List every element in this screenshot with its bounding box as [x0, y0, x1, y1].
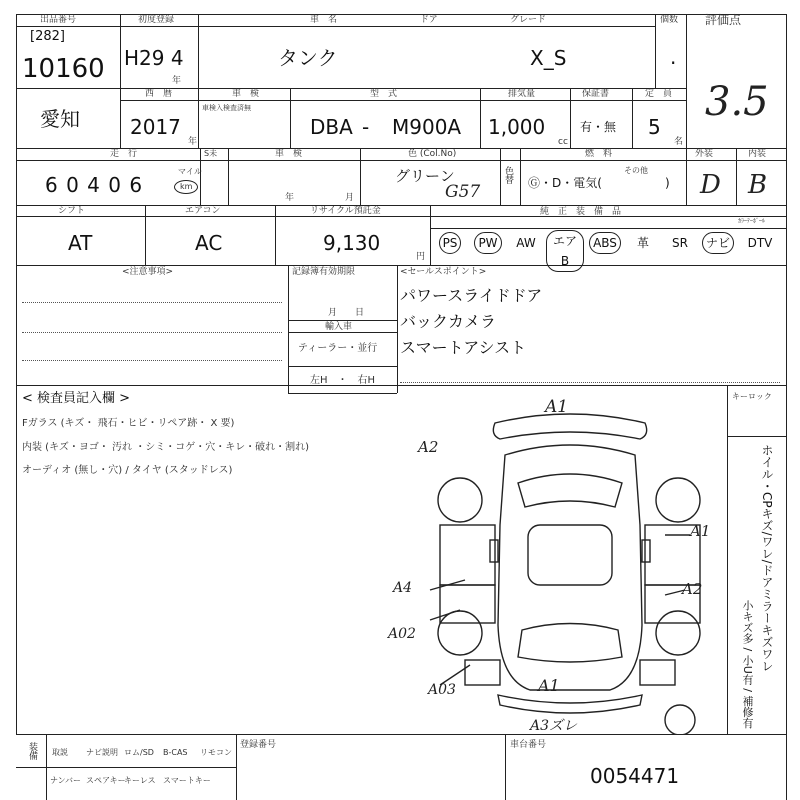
year-unit: 年 — [172, 76, 182, 86]
grade-label: グレード — [510, 15, 547, 25]
recycle-fee: 9,130 — [323, 231, 381, 255]
capacity-unit: 名 — [674, 137, 684, 147]
border-right — [786, 14, 787, 800]
color-label: 色 (Col.No) — [408, 149, 457, 159]
left-front-door — [440, 525, 495, 585]
year-label: 西 暦 — [145, 89, 173, 99]
car-name: タンク — [278, 46, 338, 70]
rear-bumper — [498, 695, 642, 713]
displacement-unit: cc — [558, 137, 568, 147]
spare-circle — [665, 705, 695, 735]
equipment-item — [626, 230, 660, 256]
footer-spare-key: スペアキー — [86, 776, 126, 785]
interior-label: 内装 — [748, 149, 767, 159]
ac-label: エアコン — [185, 206, 221, 216]
dealer-label: ティーラー・並行 — [298, 343, 378, 354]
recycle-label: リサイクル預託金 — [310, 206, 381, 216]
vertical-note-2: 小キズ多 / 小U有 / 補修有 — [741, 600, 754, 729]
inspector-line-3: オーディオ (無し・穴) / タイヤ (スタッドレス) — [22, 465, 233, 476]
fuel-label: 燃 料 — [585, 149, 613, 159]
record-label: 記録簿有効期限 — [292, 267, 356, 277]
left-rear-door — [440, 585, 495, 623]
year-suffix: 年 — [188, 137, 198, 147]
equipment-item — [470, 230, 506, 256]
keyless-label: ｶﾗｰﾃｰﾎﾞｰﾙ — [738, 218, 766, 225]
equipment-item — [586, 230, 624, 256]
inspector-line-1: Fガラス (キズ・ 飛石・ヒビ・リペア跡・ X 要) — [22, 418, 235, 429]
grade: X_S — [530, 46, 567, 70]
extra-label: 個数 — [660, 15, 679, 25]
damage-mark-rear-left: A03 — [428, 682, 456, 698]
right-mirror — [642, 540, 650, 562]
equipment-item — [700, 230, 736, 256]
windshield — [518, 474, 622, 507]
mileage-unit-km: km — [180, 182, 193, 191]
fuel-close: ) — [665, 176, 670, 190]
footer-record-label: 登録番号 — [240, 740, 277, 750]
footer-smart-key: スマートキー — [163, 776, 211, 785]
rear-right-wheel — [656, 611, 700, 655]
rear-window — [518, 624, 622, 663]
left-mirror — [490, 540, 498, 562]
equipment-label: 純 正 装 備 品 — [540, 207, 622, 217]
damage-mark-rear-bumper: A3ズレ — [530, 718, 578, 734]
equipment-item-label: 革 — [636, 236, 649, 250]
sales-point-1: パワースライドドア — [400, 286, 543, 305]
equipment-item — [432, 230, 468, 256]
steering-label: 左H ・ 右H — [310, 375, 376, 386]
expiry-label: 車 検 — [275, 149, 303, 159]
equipment-item — [508, 230, 544, 256]
record-month-day: 月 日 — [328, 308, 365, 318]
displacement: 1,000 — [488, 115, 546, 139]
mileage-unit-mile: マイル — [178, 167, 202, 176]
right-rear-panel — [640, 660, 675, 685]
score: 3.5 — [705, 79, 769, 125]
equipment-item-label: ABS — [589, 232, 621, 254]
door-label: ドア — [420, 15, 438, 25]
footer-bcas: B-CAS — [163, 748, 188, 757]
meter-label: S未 — [204, 149, 218, 158]
footer-manual: 取説 — [52, 748, 68, 757]
notes-bottom — [16, 385, 786, 386]
key-lock-label: キーロック — [732, 392, 772, 401]
footer-rom-sd: ロム/SD — [124, 748, 154, 757]
caution-label: <注意事項> — [122, 267, 174, 277]
first-reg-label: 初度登録 — [138, 15, 175, 25]
recycle-unit: 円 — [416, 252, 426, 262]
displacement-label: 排気量 — [508, 89, 536, 99]
equipment-item-label: AW — [516, 236, 536, 250]
warranty: 有・無 — [580, 120, 617, 134]
front-right-wheel — [656, 478, 700, 522]
equipment-item-label: PW — [474, 232, 501, 254]
car-name-label: 車 名 — [310, 15, 338, 25]
model-code: M900A — [392, 115, 462, 139]
footer-remote: リモコン — [200, 748, 232, 757]
left-rear-panel — [465, 660, 500, 685]
shift: AT — [68, 231, 93, 255]
row3-bottom — [16, 205, 786, 206]
border-left — [16, 14, 17, 734]
exterior-grade: D — [700, 170, 721, 200]
footer-number: ナンバー — [50, 776, 82, 785]
footer-equip-label: 装備 — [27, 742, 37, 760]
capacity-label: 定 員 — [645, 89, 673, 99]
warranty-label: 保証書 — [582, 89, 610, 99]
year: 2017 — [130, 115, 181, 139]
footer-keyless: キーレス — [124, 776, 156, 785]
footer-navi-manual: ナビ説明 — [86, 748, 118, 757]
area: 愛知 — [40, 107, 80, 131]
roof — [528, 525, 612, 585]
color-name: グリーン — [395, 167, 455, 185]
expiry-year-unit: 年 — [285, 193, 295, 203]
damage-mark-left-rear: A02 — [388, 626, 416, 642]
shift-label: シフト — [58, 206, 86, 216]
expiry-month-unit: 月 — [345, 193, 355, 203]
inspection-note: 車検入検査済無 — [202, 104, 251, 112]
sales-point-3: スマートアシスト — [400, 338, 527, 357]
damage-mark-right-front: A1 — [690, 522, 711, 540]
equipment-item — [662, 230, 698, 256]
damage-mark-right-rear: A2 — [682, 580, 703, 598]
inspector-line-2: 内装 (キズ・ヨゴ・ 汚れ ・シミ・コゲ・穴・キレ・破れ・割れ) — [22, 442, 310, 453]
inspection-label: 車 検 — [232, 89, 260, 99]
equipment-item-label: DTV — [747, 236, 773, 250]
color-code: G57 — [445, 182, 481, 202]
fuel-options: Ⓖ・D・電気( — [528, 176, 602, 190]
vertical-note: ホイル・CPキズ/ワレ/ドアミラーキズワレ — [760, 444, 774, 672]
mileage-label: 走 行 — [110, 149, 138, 159]
sales-points-label: <セールスポイント> — [400, 267, 487, 277]
color-swap-label: 色替 — [503, 166, 513, 184]
import-label: 輸入車 — [325, 322, 353, 332]
rear-left-wheel — [438, 611, 482, 655]
inspector-title: < 検査員記入欄 > — [22, 391, 131, 406]
fuel-other: その他 — [624, 166, 648, 175]
ac: AC — [195, 231, 223, 255]
lot-prefix: [282] — [30, 29, 65, 44]
model-dash: - — [362, 115, 370, 139]
chassis-label: 車台番号 — [510, 740, 547, 750]
score-label: 評価点 — [705, 13, 742, 27]
first-reg-value: H29 4 — [124, 46, 184, 70]
car-diagram — [410, 395, 730, 735]
front-left-wheel — [438, 478, 482, 522]
type-label: 型 式 — [370, 89, 398, 99]
row4-bottom — [16, 265, 786, 266]
sales-point-2: バックカメラ — [400, 312, 497, 331]
chassis-number: 0054471 — [590, 764, 680, 788]
damage-mark-rear: A1 — [538, 676, 560, 695]
damage-mark-front: A1 — [545, 397, 569, 417]
lot-number: 10160 — [22, 54, 105, 84]
equipment-item-label: エアB — [546, 230, 584, 272]
equipment-item-label: ナビ — [702, 232, 734, 254]
damage-mark-left-front: A2 — [418, 438, 439, 456]
extra-value: · — [670, 51, 677, 75]
lot-label: 出品番号 — [40, 15, 77, 25]
equipment-item-label: PS — [439, 232, 462, 254]
front-bumper — [493, 414, 646, 439]
model-prefix: DBA — [310, 115, 353, 139]
damage-mark-left-door: A4 — [393, 580, 413, 596]
equipment-item-label: SR — [672, 236, 688, 250]
capacity: 5 — [648, 115, 661, 139]
exterior-label: 外装 — [695, 149, 714, 159]
interior-grade: B — [748, 170, 768, 200]
equipment-item — [738, 230, 782, 256]
mileage: 6 0 4 0 6 — [45, 173, 144, 197]
equipment-item — [546, 230, 584, 268]
